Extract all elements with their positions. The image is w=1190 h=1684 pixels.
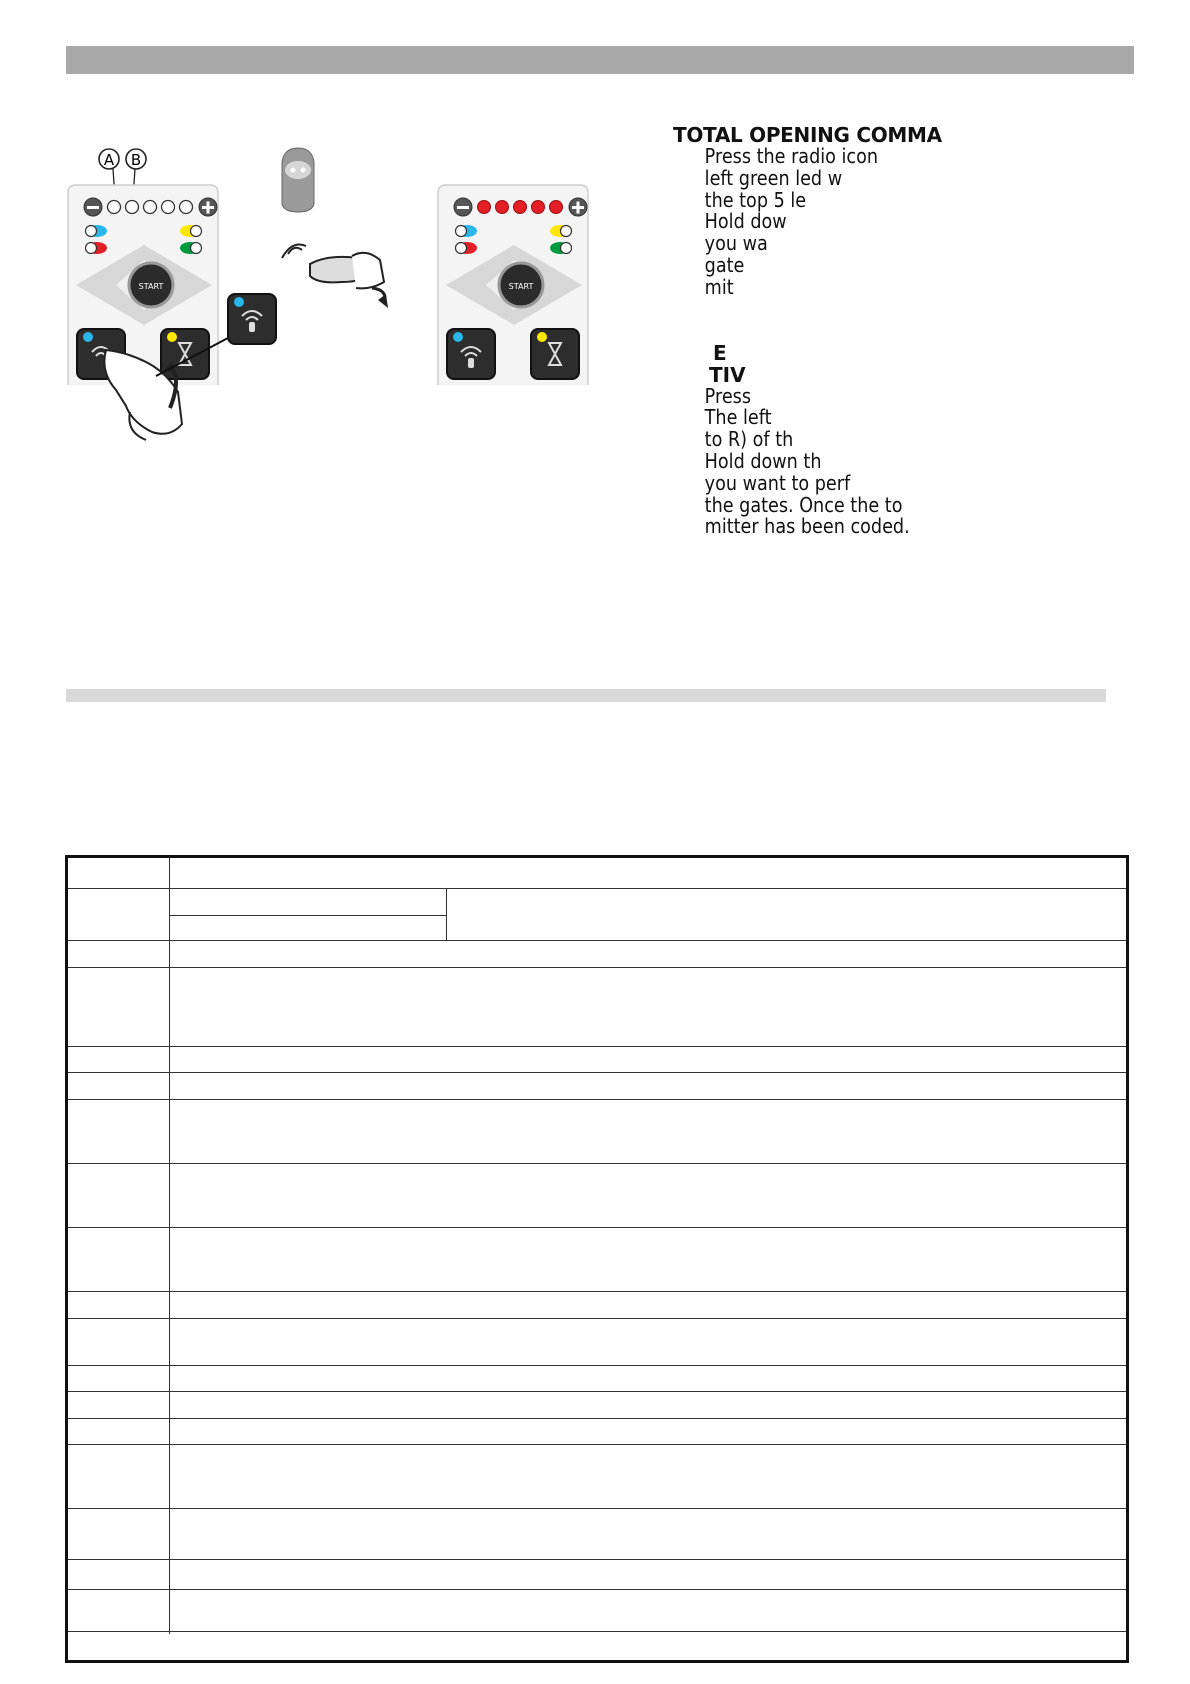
table-row (68, 915, 1126, 941)
instruction-line-2: Hold down th (704, 448, 822, 473)
marker-a (99, 149, 119, 169)
instruction-line-2: Press (704, 383, 752, 408)
sub-column-divider (446, 889, 447, 941)
table-row (68, 1509, 1126, 1560)
start-label-left: START (138, 282, 164, 291)
table-row (68, 941, 1126, 968)
instruction-line-2: you want to perf (704, 470, 851, 495)
instruction-line-2: to R) of th (704, 427, 794, 452)
marker-b (126, 149, 146, 169)
table-row (68, 1228, 1126, 1292)
table-row (68, 1164, 1126, 1228)
instruction-line: mit (704, 274, 734, 299)
illustration-svg (66, 140, 646, 470)
instructions-block (673, 124, 973, 538)
table-row (68, 1319, 1126, 1366)
instruction-line: you wa (704, 231, 768, 256)
control-panel-illustration (66, 140, 646, 470)
instruction-line-2: the gates. Once the to (704, 492, 903, 517)
instruction-line: the top 5 le (704, 187, 807, 212)
table-row (68, 1047, 1126, 1073)
right-control-panel (438, 185, 588, 385)
subheading-e: E (713, 340, 727, 365)
hand-with-remote-icon (282, 245, 388, 309)
section-divider (66, 689, 1106, 702)
table-row (68, 1073, 1126, 1100)
table-row (68, 1560, 1126, 1590)
table-row (68, 1100, 1126, 1164)
column-divider (169, 858, 170, 1634)
sub-row-divider (169, 915, 446, 916)
instructions-heading: TOTAL OPENING COMMA (673, 123, 942, 147)
table-row (68, 1292, 1126, 1319)
table-row (68, 1419, 1126, 1445)
specifications-table (65, 855, 1129, 1663)
remote-transmitter-icon (282, 148, 314, 212)
table-row (68, 1445, 1126, 1509)
marker-a-label: A (103, 151, 115, 169)
table-row (68, 1392, 1126, 1419)
table-row (68, 968, 1126, 1047)
table-row (68, 1590, 1126, 1632)
instruction-line: left green led w (704, 165, 843, 190)
start-label-right: START (508, 282, 534, 291)
table-row (68, 858, 1126, 889)
instruction-line: gate (704, 252, 745, 277)
instruction-line-2: The left (704, 405, 772, 430)
marker-b-label: B (130, 151, 142, 169)
instruction-line: Press the radio icon (704, 144, 879, 168)
subheading-tiv: TIV (709, 362, 746, 387)
table-row (68, 1366, 1126, 1392)
instruction-line-2: mitter has been coded. (704, 514, 910, 539)
header-bar (66, 46, 1134, 74)
instruction-line: Hold dow (704, 209, 787, 234)
